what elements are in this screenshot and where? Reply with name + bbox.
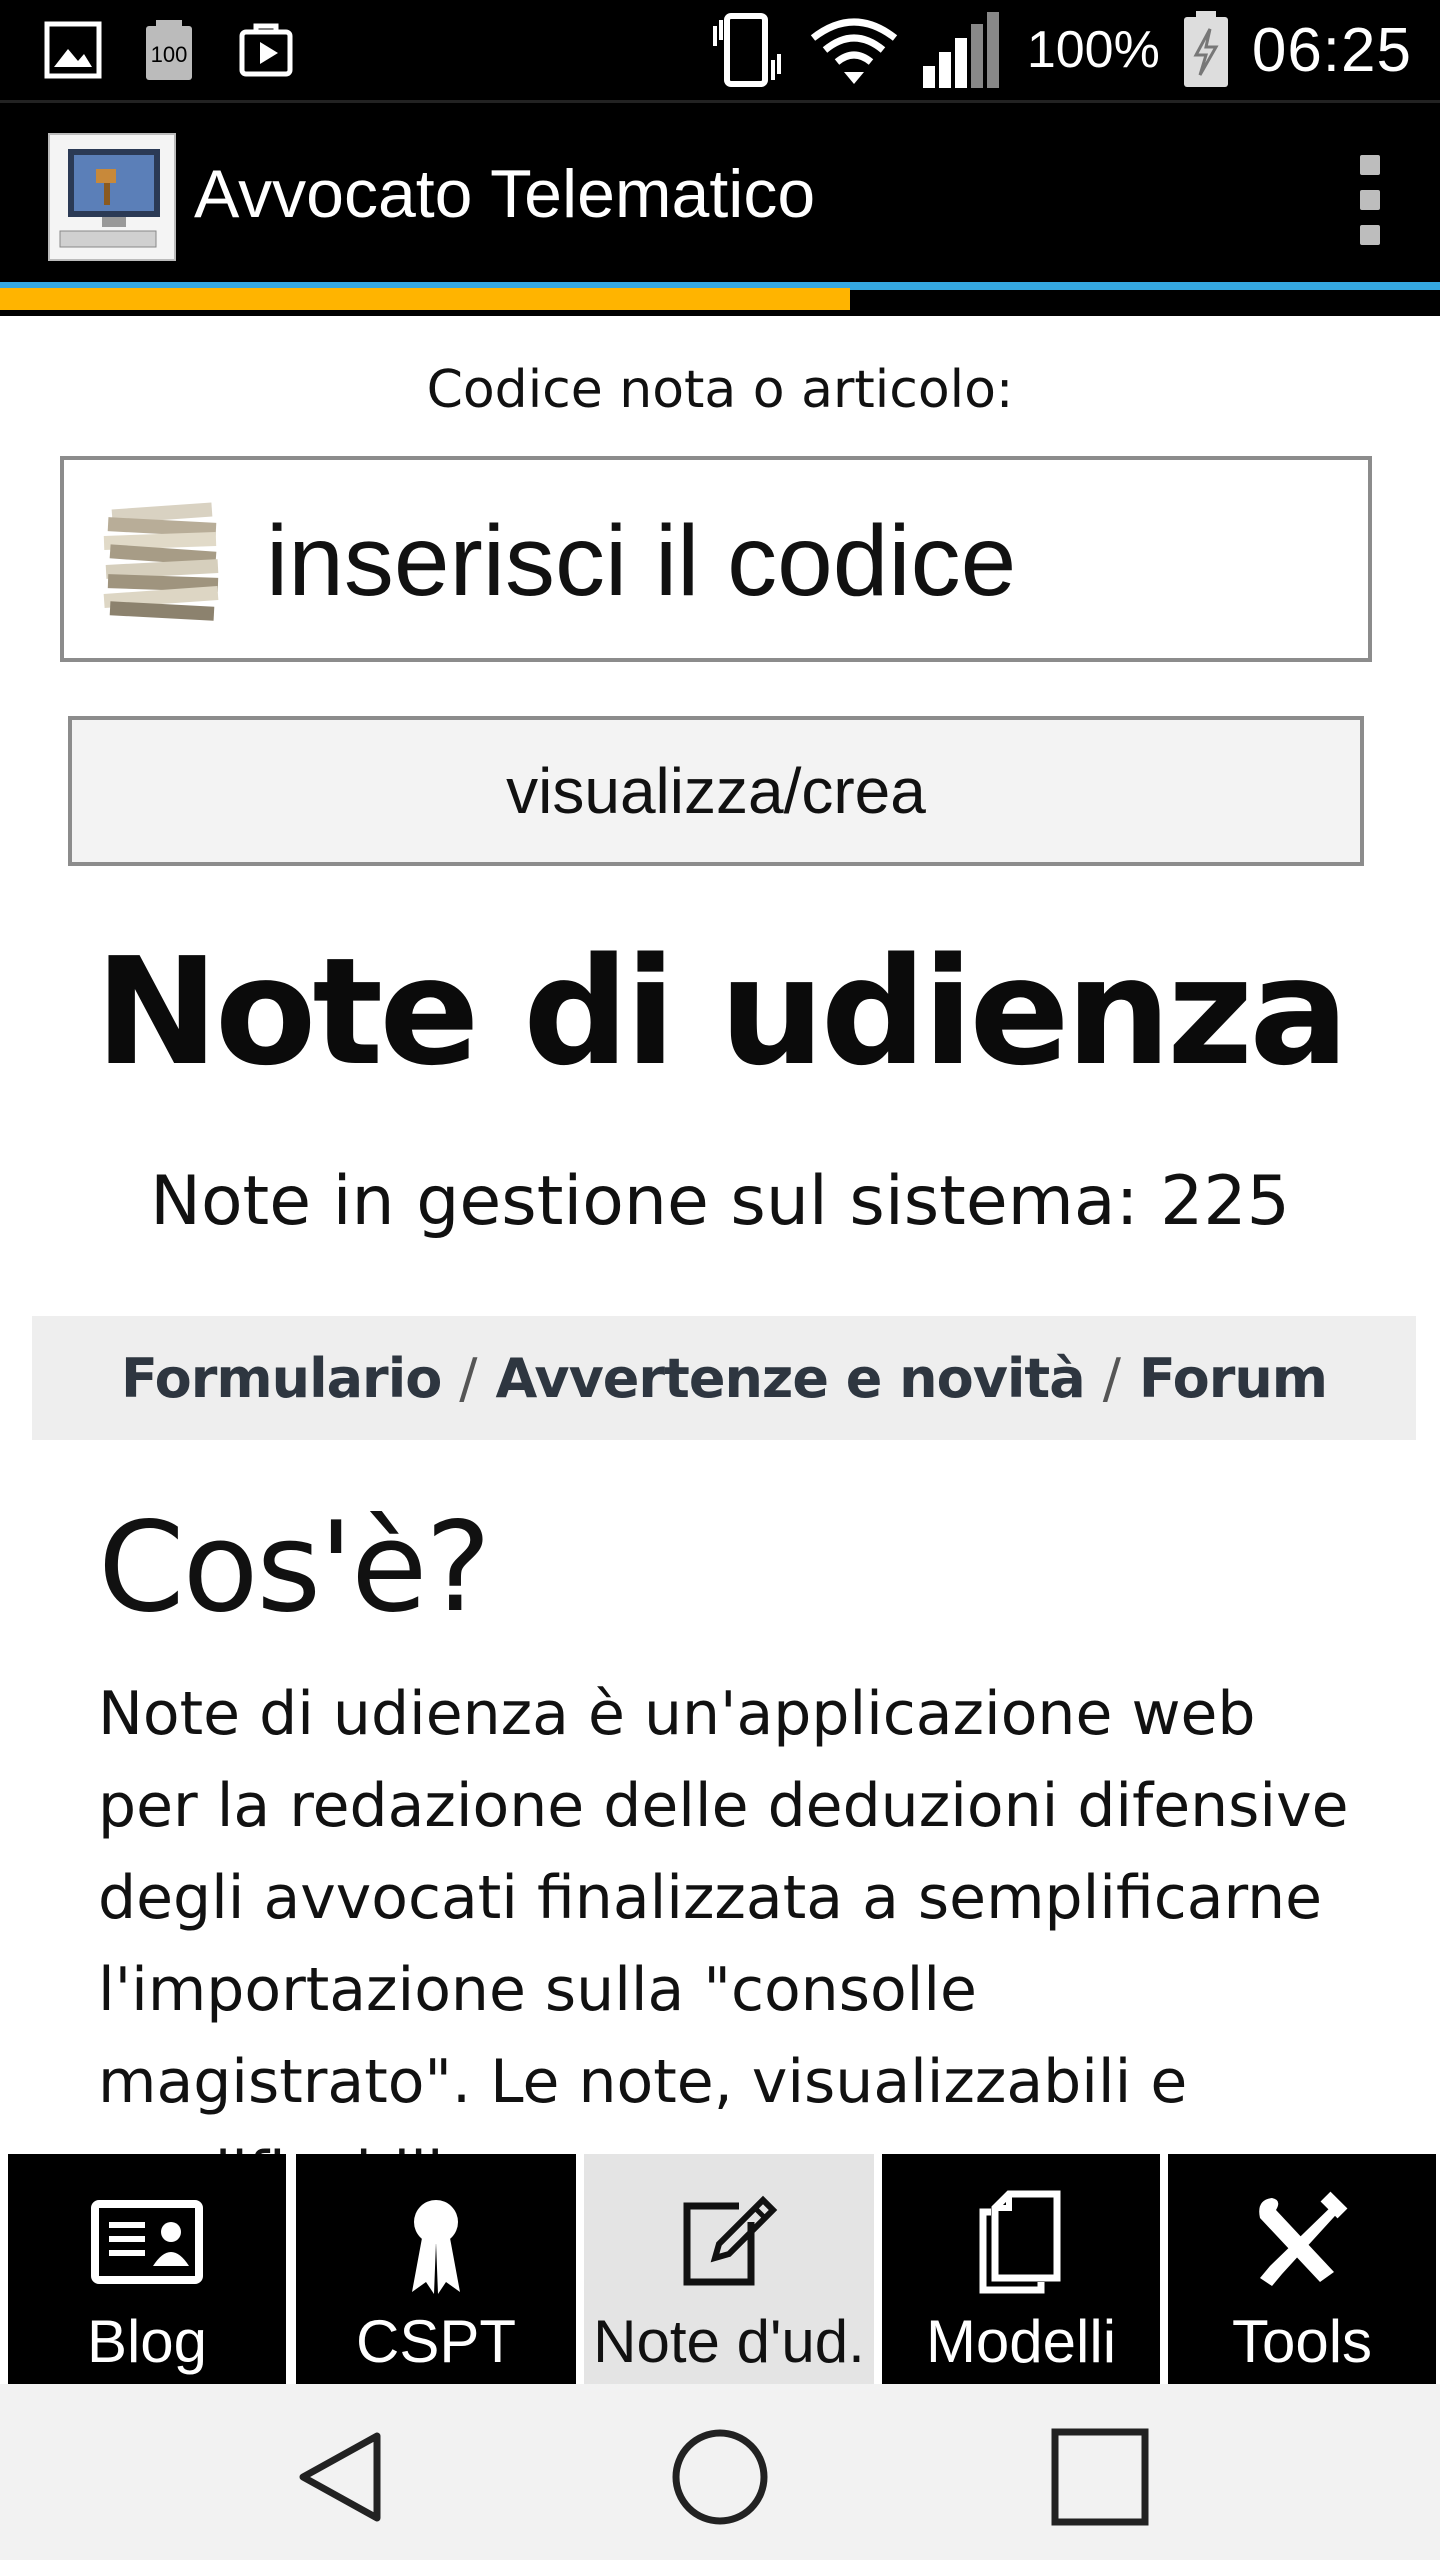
app-title: Avvocato Telematico [194,156,816,232]
tools-icon [1242,2182,1362,2302]
clock: 06:25 [1251,15,1412,85]
web-content[interactable] [0,316,1440,2156]
id-card-icon [87,2182,207,2302]
code-input[interactable] [264,490,1268,632]
status-bar [0,0,1440,100]
notes-count: Note in gestione sul sistema: 225 [150,1162,1290,1241]
link-avvertenze[interactable]: Avvertenze e novità [495,1346,1085,1410]
overflow-menu-button[interactable] [1340,155,1400,245]
overflow-dot [1360,155,1380,175]
view-create-button[interactable]: visualizza/crea [68,716,1364,866]
image-icon [44,21,102,79]
system-navigation-bar [0,2384,1440,2560]
award-ribbon-icon [376,2182,496,2302]
battery-percent: 100% [1026,21,1160,79]
edit-note-icon [669,2182,789,2302]
loading-progress [0,282,1440,316]
tab-tools[interactable] [1168,2154,1436,2384]
wifi-icon [809,14,899,86]
link-forum[interactable]: Forum [1138,1346,1328,1410]
bottom-tab-bar [0,2154,1440,2384]
play-store-icon [236,20,296,80]
code-label: Codice nota o articolo: [426,360,1014,420]
computer-gavel-icon [50,135,174,259]
paper-stack-icon [90,486,240,636]
home-icon[interactable] [665,2422,775,2532]
tab-blog[interactable] [8,2154,286,2384]
tab-label: Note d'ud. [593,2308,865,2375]
copy-documents-icon [961,2182,1081,2302]
recents-icon[interactable] [1045,2422,1155,2532]
code-input-box[interactable] [60,456,1372,662]
app-bar [0,100,1440,285]
tab-label: CSPT [355,2308,517,2375]
back-icon[interactable] [285,2422,395,2532]
section-title: Cos'è? [98,1496,490,1640]
storage-100-icon [142,18,196,82]
page-title: Note di udienza [94,926,1346,1098]
overflow-dot [1360,190,1380,210]
link-separator: / [459,1346,478,1410]
battery-charging-icon [1182,11,1230,89]
signal-icon [921,10,1005,90]
tab-cspt[interactable] [296,2154,576,2384]
tab-modelli[interactable] [882,2154,1160,2384]
links-bar [32,1316,1416,1440]
tab-label: Modelli [925,2308,1117,2375]
tab-label: Tools [1231,2308,1373,2375]
progress-fill [0,288,850,310]
svg-text:100: 100 [150,42,188,67]
tab-note-udienza[interactable] [584,2154,874,2384]
description-text: Note di udienza è un'applicazione web per la redazione delle deduzioni difensive degli avvocati finalizzata a semplificarne l'importazione sulla "consolle magistrato". Le note, visualizzabili e [98,1679,1349,2117]
link-separator: / [1102,1346,1121,1410]
link-formulario[interactable]: Formulario [120,1346,442,1410]
vibrate-icon [707,10,787,90]
overflow-dot [1360,225,1380,245]
app-logo [48,133,176,261]
tab-label: Blog [86,2308,208,2375]
